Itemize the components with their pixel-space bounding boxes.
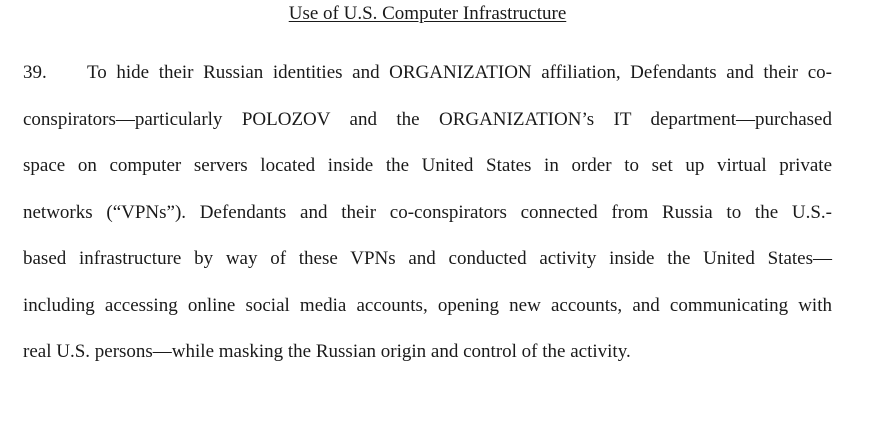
paragraph-line-text: To hide their Russian identities and ORGANIZATION affiliation, Defendants and their co- xyxy=(87,62,832,83)
paragraph-line: space on computer servers located inside the United States in order to set up virtual private xyxy=(23,155,832,176)
paragraph-line: real U.S. persons—while masking the Russian origin and control of the activity. xyxy=(23,341,631,362)
paragraph-line xyxy=(23,50,832,97)
paragraph-number: 39. xyxy=(23,62,47,83)
paragraph-line: conspirators—particularly POLOZOV and the ORGANIZATION’s IT department—purchased xyxy=(23,108,832,130)
paragraph-39 xyxy=(23,50,832,376)
paragraph-line: based infrastructure by way of these VPNs and conducted activity inside the United States— xyxy=(23,248,832,269)
paragraph-line: including accessing online social media accounts, opening new accounts, and communicating with xyxy=(23,294,832,316)
paragraph-line: networks (“VPNs”). Defendants and their co-conspirators connected from Russia to the U.S.- xyxy=(23,201,832,223)
section-heading: Use of U.S. Computer Infrastructure xyxy=(288,3,567,24)
